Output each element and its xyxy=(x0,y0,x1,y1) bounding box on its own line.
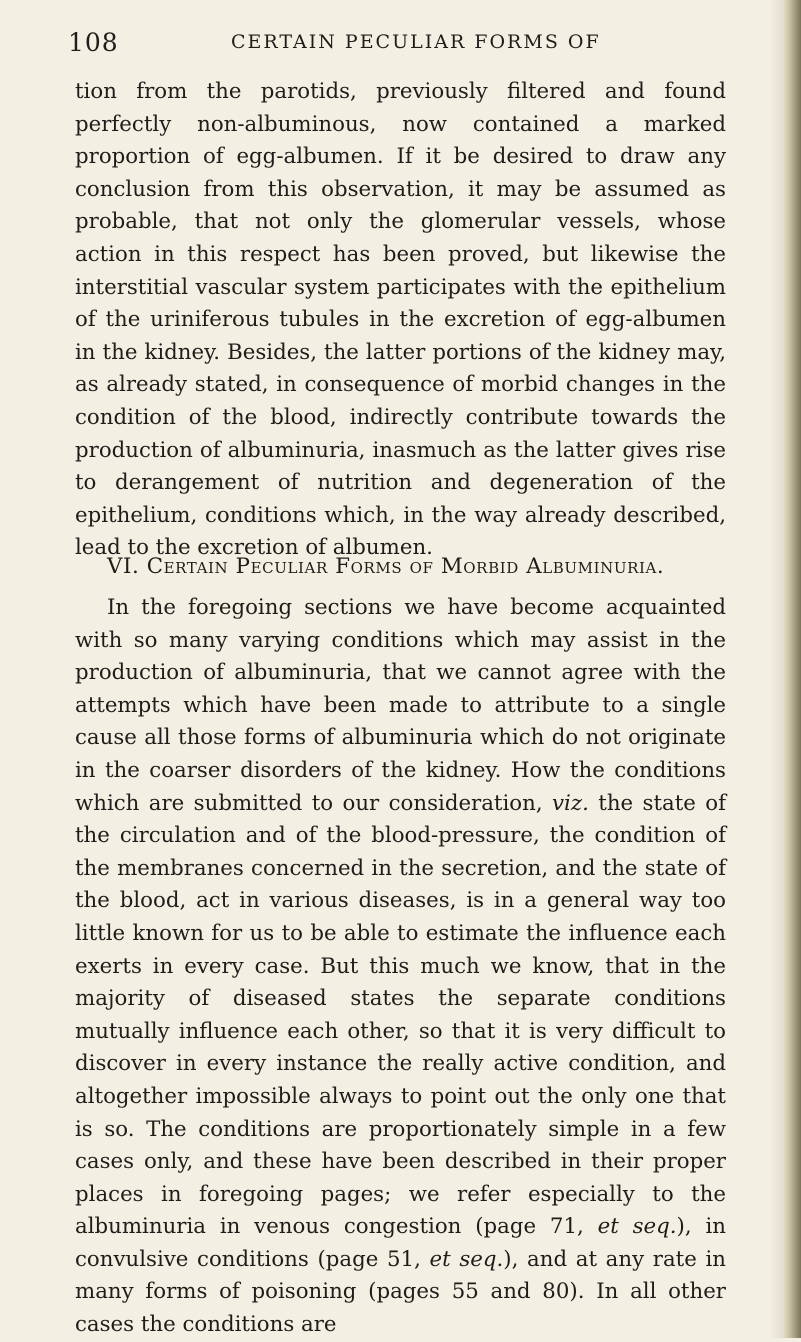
paragraph-text-3: ), in convulsive conditions (page 51, xyxy=(75,1214,726,1272)
abbrev-et-seq-2: et seq. xyxy=(429,1246,504,1272)
abbrev-et-seq-1: et seq. xyxy=(597,1214,677,1240)
book-spine-edge xyxy=(783,0,801,1338)
running-head: CERTAIN PECULIAR FORMS OF xyxy=(231,31,601,53)
gutter-shadow xyxy=(769,0,783,1338)
paragraph-text-4: ), and at any rate in many forms of poisoning (pages 55 and 80). In all other cases the conditions are xyxy=(75,1246,726,1338)
paragraph-continuation: tion from the parotids, previously filtered and found perfectly non-albuminous, now contained a marked proportion of egg-albumen. If it be desired to draw any conclusion from this observation, it may be assumed as probable, that not only the glomerular vessels, whose action in this respect has been proved, but likewise the interstitial vascular system participates with the epithelium of the uriniferous tubules in the excretion of egg-albumen in the kidney. Besides, the latter portions of the kidney may, as already stated, in consequence of morbid changes in the condition of the blood, indirectly contribute towards the production of albuminuria, inasmuch as the latter gives rise to derangement of nutrition and degeneration of the epithelium, conditions which, in the way already described, lead to the excretion of albumen. xyxy=(75,79,726,561)
section-heading: VI. Certain Peculiar Forms of Morbid Albuminuria. xyxy=(107,554,665,579)
page-number: 108 xyxy=(68,28,119,57)
paragraph-text-2: the state of the circulation and of the blood-pressure, the condition of the membranes concerned in the secretion, and the state of the blood, act in various diseases, is in a general way too little known for us to be able to estimate the influence each exerts in every case. But this much we know, that in the majority of diseased states the separate conditions mutually influence each other, so that it is very difficult to discover in every instance the really active condition, and altogether impossible always to point out the only one that is so. The conditions are proportionately simple in a few cases only, and these have been described in their proper places in foregoing pages; we refer especially to the albuminuria in venous congestion (page 71, xyxy=(75,790,726,1240)
page-header xyxy=(0,28,801,68)
paragraph-text-1: In the foregoing sections we have become acquainted with so many varying conditions which may assist in the production of albuminuria, that we cannot agree with the attempts which have been made to attribute to a single cause all those forms of albuminuria which do not originate in the coarser disorders of the kidney. How the conditions which are submitted to our consideration, xyxy=(75,595,726,816)
paragraph-section-vi xyxy=(75,592,726,1342)
abbrev-viz: viz. xyxy=(552,790,589,816)
